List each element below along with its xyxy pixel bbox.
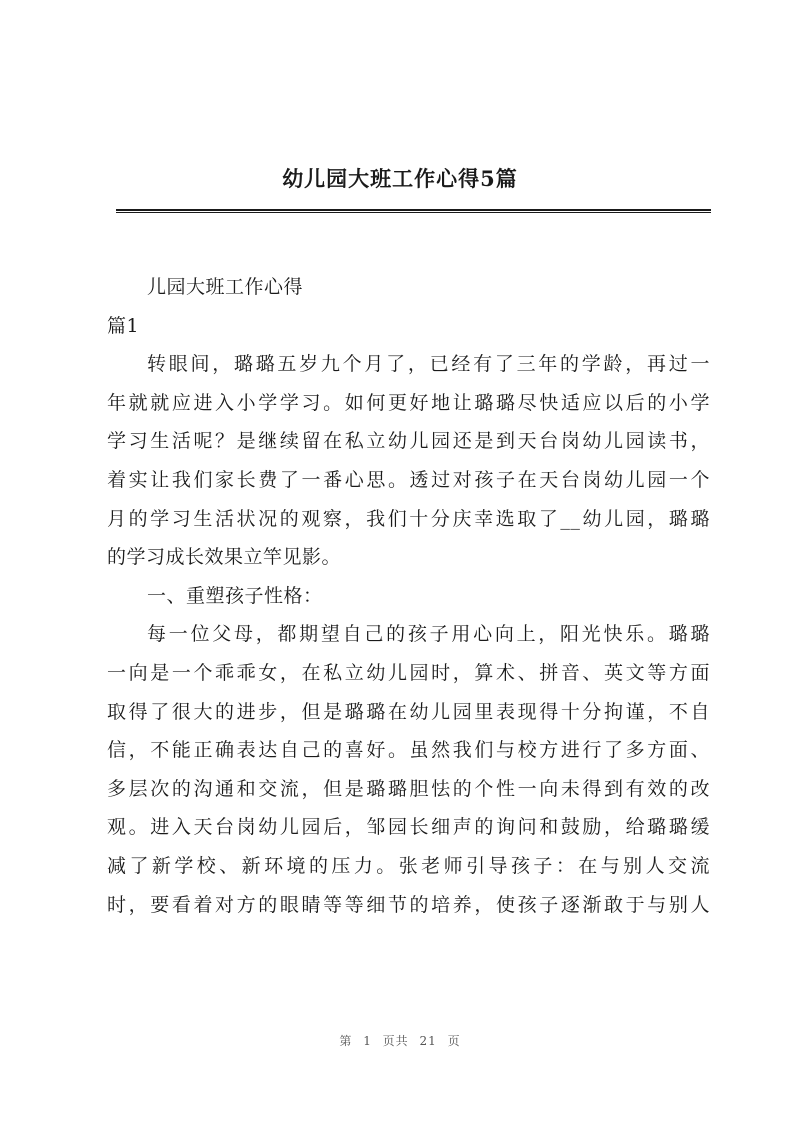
paragraph-line: 着实让我们家长费了一番心思。透过对孩子在天台岗幼儿园一个	[107, 468, 710, 491]
paragraph-line: 月的学习生活状况的观察，我们十分庆幸选取了__幼儿园，璐璐	[107, 507, 710, 530]
section-heading-line: 儿园大班工作心得	[147, 276, 304, 298]
paragraph-line: 减了新学校、新环境的压力。张老师引导孩子：在与别人交流	[107, 854, 710, 877]
paragraph-line: 每一位父母，都期望自己的孩子用心向上，阳光快乐。璐璐	[147, 623, 710, 646]
paragraph-line: 取得了很大的进步，但是璐璐在幼儿园里表现得十分拘谨，不自	[107, 700, 710, 723]
section-number-line: 篇1	[107, 314, 140, 337]
paragraph-line: 年就就应进入小学学习。如何更好地让璐璐尽快适应以后的小学	[107, 391, 710, 414]
paragraph-line: 多层次的沟通和交流，但是璐璐胆怯的个性一向未得到有效的改	[107, 777, 710, 800]
document-body	[107, 268, 710, 924]
paragraph-line: 的学习成长效果立竿见影。	[107, 546, 342, 569]
paragraph-line: 信，不能正确表达自己的喜好。虽然我们与校方进行了多方面、	[107, 739, 710, 762]
subheading-line: 一、重塑孩子性格：	[147, 584, 323, 607]
paragraph-line: 转眼间，璐璐五岁九个月了，已经有了三年的学龄，再过一	[147, 353, 710, 376]
document-title: 幼儿园大班工作心得5篇	[282, 166, 518, 191]
paragraph-line: 学习生活呢？是继续留在私立幼儿园还是到天台岗幼儿园读书，	[107, 430, 710, 453]
paragraph-line: 观。进入天台岗幼儿园后，邹园长细声的询问和鼓励，给璐璐缓	[107, 816, 710, 839]
paragraph-line: 一向是一个乖乖女，在私立幼儿园时，算术、拼音、英文等方面	[107, 661, 710, 684]
page-footer: 第 1 页共 21 页	[339, 1034, 461, 1048]
title-divider	[116, 209, 711, 213]
paragraph-line: 时，要看着对方的眼睛等等细节的培养，使孩子逐渐敢于与别人	[107, 893, 710, 916]
